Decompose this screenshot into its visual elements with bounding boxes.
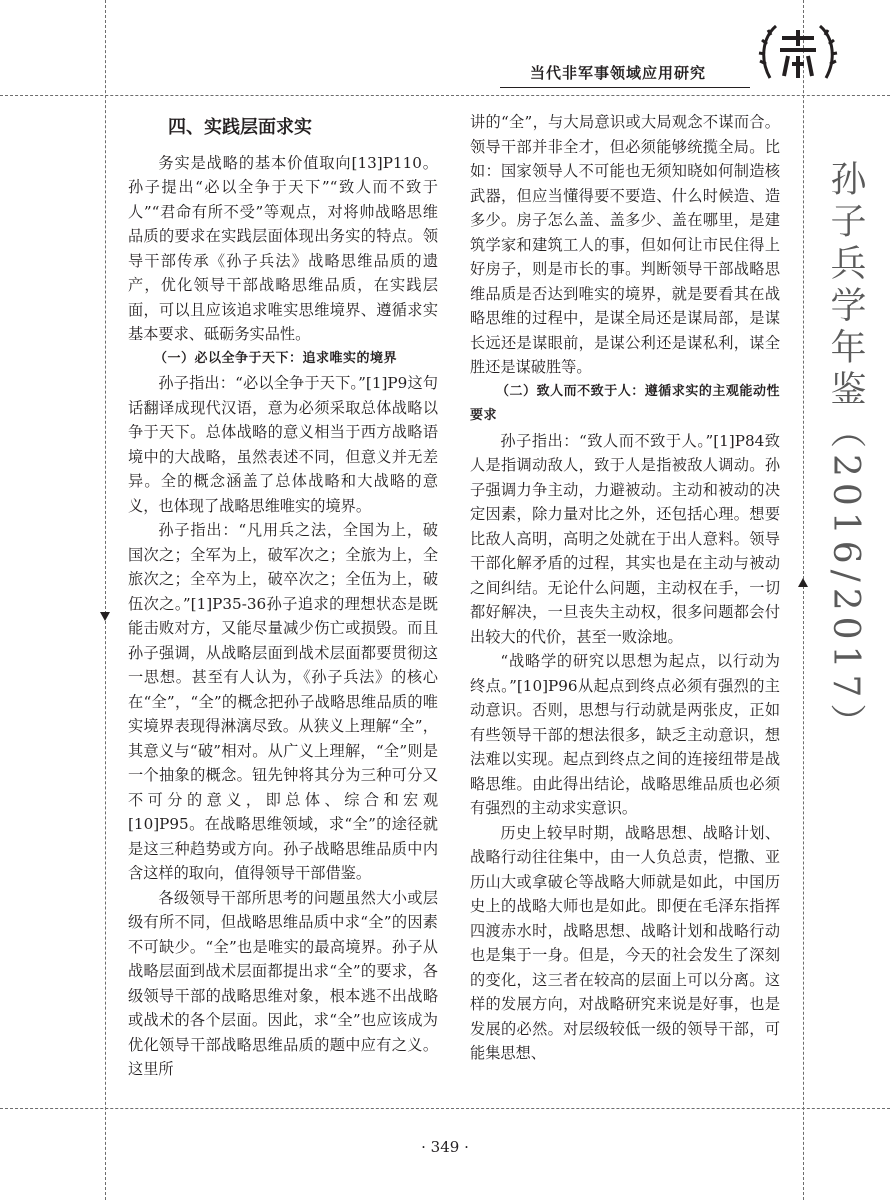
- paragraph: 孙子指出：“凡用兵之法，全国为上，破国次之；全军为上，破军次之；全旅为上，全旅次之；全卒为上，破卒次之；全伍为上，破伍次之。”[1]P35-36孙子追求的理想状态是既能击败对方，又能尽量减少伤亡或损毁。而且孙子强调，从战略层面到战术层面都要贯彻这一思想。甚至有人认为，《孙子兵法》的核心在“全”，“全”的概念把孙子战略思维品质的唯实境界表现得淋漓尽致。从狭义上理解“全”，其意义与“破”相对。从广义上理解，“全”则是一个抽象的概念。钮先钟将其分为三种可分又不可分的意义，即总体、综合和宏观[10]P95。在战略思维领域，求“全”的途径就是这三种趋势或方向。孙子战略思维品质中内含这样的取向，值得领导干部借鉴。: [128, 521, 438, 882]
- society-logo: [758, 20, 838, 86]
- running-title: 当代非军事领域应用研究: [530, 64, 707, 82]
- paragraph: 孙子指出：“致人而不致于人。”[1]P84致人是指调动敌人，致于人是指被敌人调动。孙子强调力争主动，力避被动。主动和被动的决定因素，除力量对比之外，还包括心理。想要比敌人高明，高明之处就在于出人意料。领导干部化解矛盾的过程，其实也是在主动与被动之间纠结。无论什么问题，主动权在手，一切都好解决，一旦丧失主动权，很多问题都会付出较大的代价，甚至一败涂地。: [470, 431, 780, 646]
- left-margin-marker: [100, 612, 110, 621]
- yearbook-side-title: 孙子兵学年鉴（2016/2017）: [825, 160, 866, 746]
- left-column: [128, 110, 438, 1082]
- paragraph: 务实是战略的基本价值取向[13]P110。孙子提出“必以全争于天下”“致人而不致于人”“君命有所不受”等观点，对将帅战略思维品质的要求在实践层面体现出务实的特点。领导干部传承《孙子兵法》战略思维品质的遗产，优化领导干部战略思维品质，在实践层面，可以且应该追求唯实思维境界、遵循求实基本要求、砥砺务实品性。: [128, 153, 438, 343]
- paragraph: 孙子指出：“必以全争于天下。”[1]P9这句话翻译成现代汉语，意为必须采取总体战略以争于天下。总体战略的意义相当于西方战略语境中的大战略，虽然表述不同，但意义并无差异。全的概念涵盖了总体战略和大战略的意义，也体现了战略思维唯实的境界。: [128, 374, 438, 515]
- paragraph: “战略学的研究以思想为起点，以行动为终点。”[10]P96从起点到终点必须有强烈的主动意识。否则，思想与行动就是两张皮，正如有些领导干部的想法很多，缺乏主动意识，想法难以实现。起点到终点之间的连接纽带是战略思维。由此得出结论，战略思维品质也必须有强烈的主动求实意识。: [470, 652, 780, 817]
- top-dashed-rule: [0, 95, 890, 96]
- page-number: · 349 ·: [421, 1138, 469, 1156]
- section-heading: 四、实践层面求实: [168, 117, 312, 138]
- left-dashed-margin: [105, 0, 106, 1200]
- bottom-dashed-rule: [0, 1108, 890, 1109]
- paragraph-continued: 讲的“全”，与大局意识或大局观念不谋而合。领导干部并非全才，但必须能够统揽全局。比如：国家领导人不可能也无须知晓如何制造核武器，但应当懂得要不要造、什么时候造、造多少。房子怎么盖、盖多少、盖在哪里，是建筑学家和建筑工人的事，但如何让市民住得上好房子，则是市长的事。判断领导干部战略思维品质是否达到唯实的境界，就是要看其在战略思维的过程中，是谋全局还是谋局部，是谋长远还是谋眼前，是谋公利还是谋私利，谋全胜还是谋破胜等。: [470, 113, 780, 376]
- paragraph: 各级领导干部所思考的问题虽然大小或层级有所不同，但战略思维品质中求“全”的因素不可缺少。“全”也是唯实的最高境界。孙子从战略层面到战术层面都提出求“全”的要求，各级领导干部的战略思维对象，根本逃不出战略或战术的各个层面。因此，求“全”也应该成为优化领导干部战略思维品质的题中应有之义。这里所: [128, 888, 438, 1078]
- paragraph: 历史上较早时期，战略思想、战略计划、战略行动往往集中，由一人负总责，恺撒、亚历山大或拿破仑等战略大师就是如此，中国历史上的战略大师也是如此。即便在毛泽东指挥四渡赤水时，战略思想、战略计划和战略行动也是集于一身。但是，今天的社会发生了深刻的变化，这三者在较高的层面上可以分离。这样的发展方向，对战略研究来说是好事，也是发展的必然。对层级较低一级的领导干部，可能集思想、: [470, 823, 780, 1062]
- right-margin-marker: [798, 578, 808, 587]
- right-dashed-margin: [803, 0, 804, 1200]
- header-rule: [500, 87, 750, 88]
- right-column: [470, 110, 780, 1066]
- subsection-heading: （一）必以全争于天下：追求唯实的境界: [154, 350, 398, 366]
- subsection-heading: （二）致人而不致于人：遵循求实的主观能动性要求: [470, 383, 780, 423]
